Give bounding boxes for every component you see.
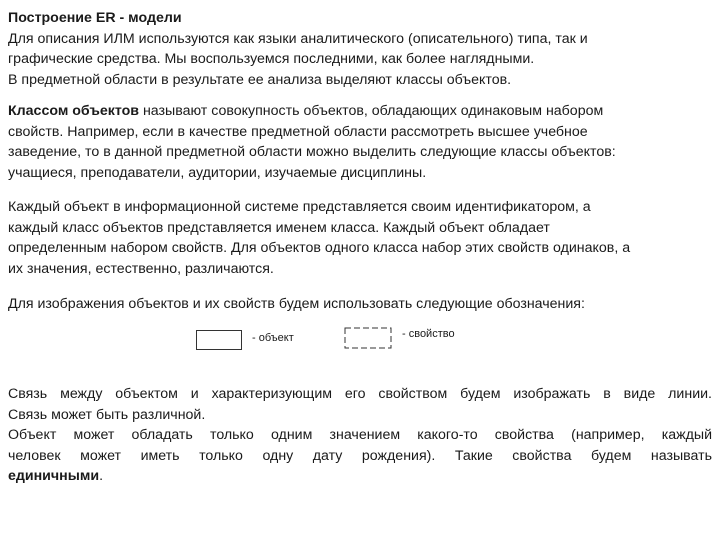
intro-line: В предметной области в результате ее анализа выделяют классы объектов.	[8, 71, 512, 88]
identity-block	[8, 197, 712, 279]
definition-rest: называют совокупность объектов, обладающих одинаковым набором	[139, 103, 604, 119]
notation-intro-text: Для изображения объектов и их свойств будем использовать следующие обозначения:	[8, 296, 585, 312]
entity-symbol	[196, 330, 242, 350]
relations-line: Объект может обладать только одним значением какого-то свойства (например, каждый	[8, 427, 712, 443]
definition-line: заведение, то в данной предметной области можно выделить следующие классы объектов:	[8, 144, 616, 160]
singular-term: единичными	[8, 468, 100, 484]
relations-line: Связь может быть различной.	[8, 406, 206, 423]
definition-line	[8, 101, 712, 122]
intro-block	[8, 8, 712, 90]
notation-intro	[8, 294, 712, 315]
intro-line: Для описания ИЛМ используются как языки аналитического (описательного) типа, так и	[8, 30, 588, 47]
class-definition-block	[8, 101, 712, 183]
entity-label: - объект	[252, 332, 294, 344]
definition-line: учащиеся, преподаватели, аудитории, изучаемые дисциплины.	[8, 164, 427, 181]
relations-block	[8, 384, 712, 487]
property-symbol	[343, 326, 393, 350]
relations-line: человек может иметь только одну дату рождения). Такие свойства будем называть	[8, 447, 712, 464]
definition-line: свойств. Например, если в качестве предметной области рассмотреть высшее учебное	[8, 123, 588, 140]
relations-line: Связь между объектом и характеризующим его свойством будем изображать в виде линии.	[8, 386, 712, 402]
class-term: Классом объектов	[8, 103, 139, 119]
relations-line	[8, 466, 712, 487]
notation-legend	[0, 326, 720, 356]
intro-line: графические средства. Мы воспользуемся последними, как более наглядными.	[8, 51, 535, 67]
identity-line: их значения, естественно, различаются.	[8, 260, 274, 277]
identity-line: Каждый объект в информационной системе представляется своим идентификатором, а	[8, 199, 591, 215]
page-title: Построение ER - модели	[8, 10, 182, 26]
property-label: - свойство	[402, 328, 455, 340]
term-suffix: .	[99, 468, 104, 484]
identity-line: каждый класс объектов представляется именем класса. Каждый объект обладает	[8, 219, 550, 236]
identity-line: определенным набором свойств. Для объектов одного класса набор этих свойств одинаков, а	[8, 240, 631, 256]
